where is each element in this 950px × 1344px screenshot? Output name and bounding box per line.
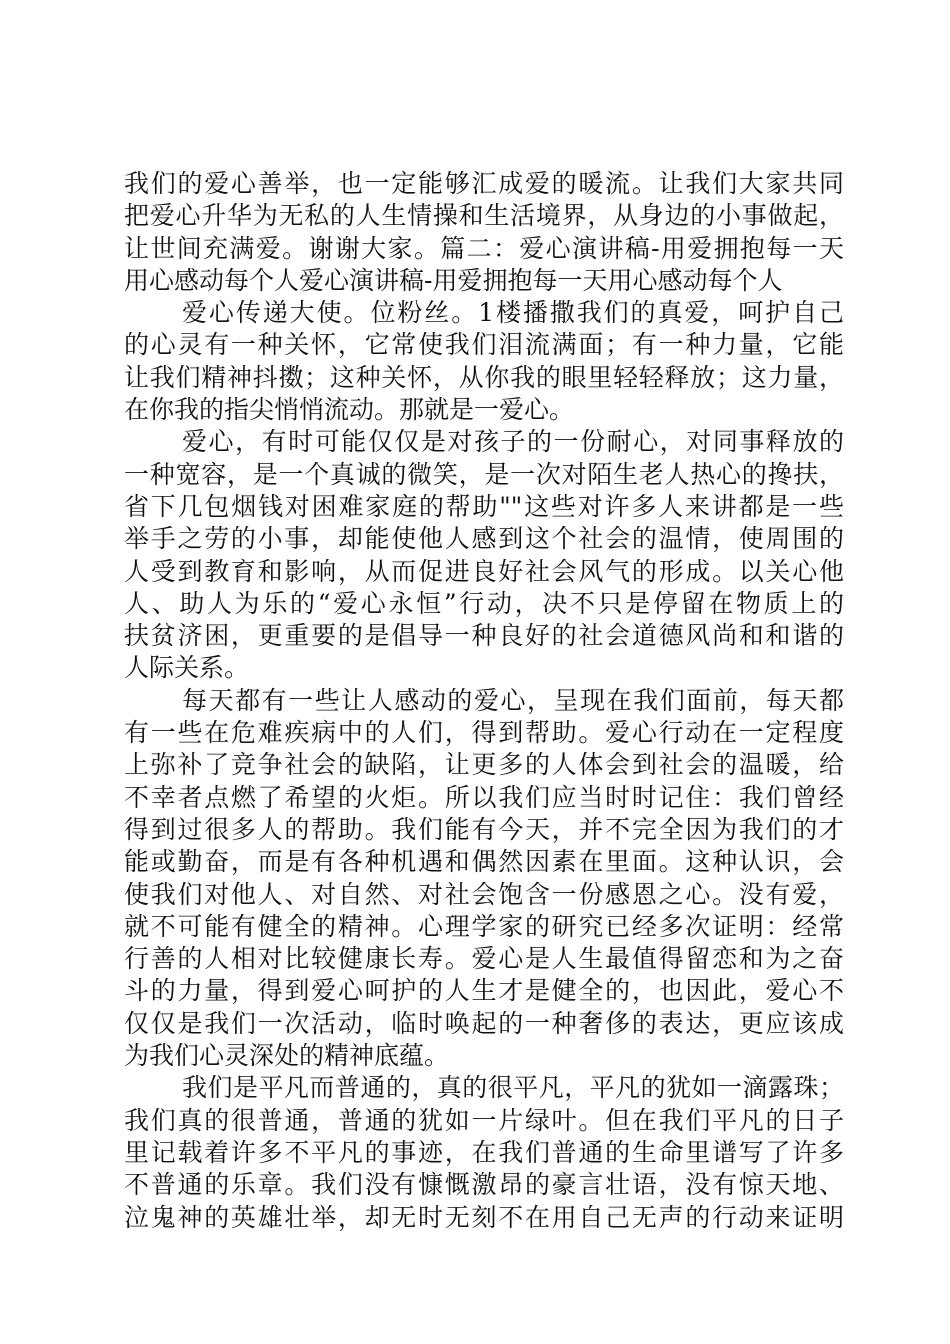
text-line: 让我们精神抖擞；这种关怀，从你我的眼里轻轻释放；这力量， xyxy=(124,362,844,392)
text-line: 在你我的指尖悄悄流动。那就是一爱心。 xyxy=(124,395,575,425)
text-line: 能或勤奋，而是有各种机遇和偶然因素在里面。这种认识，会 xyxy=(124,847,844,877)
text-line: 不幸者点燃了希望的火炬。所以我们应当时时记住：我们曾经 xyxy=(124,782,844,812)
text-line: 上弥补了竞争社会的缺陷，让更多的人体会到社会的温暖，给 xyxy=(124,750,844,780)
text-line: 我们真的很普通，普通的犹如一片绿叶。但在我们平凡的日子 xyxy=(124,1105,844,1135)
text-line: 有一些在危难疾病中的人们，得到帮助。爱心行动在一定程度 xyxy=(124,718,844,748)
text-line: 行善的人相对比较健康长寿。爱心是人生最值得留恋和为之奋 xyxy=(124,944,844,974)
text-line: 我们是平凡而普通的，真的很平凡，平凡的犹如一滴露珠； xyxy=(182,1073,844,1103)
text-line: 我们的爱心善举，也一定能够汇成爱的暖流。让我们大家共同 xyxy=(124,169,844,198)
text-line: 使我们对他人、对自然、对社会饱含一份感恩之心。没有爱， xyxy=(124,879,844,909)
text-line: 得到过很多人的帮助。我们能有今天，并不完全因为我们的才 xyxy=(124,814,844,844)
text-line: 人受到教育和影响，从而促进良好社会风气的形成。以关心他 xyxy=(124,556,844,586)
text-line: 里记载着许多不平凡的事迹，在我们普通的生命里谱写了许多 xyxy=(124,1137,844,1167)
text-line: 人、助人为乐的“爱心永恒”行动，决不只是停留在物质上的 xyxy=(124,588,844,618)
text-line: 不普通的乐章。我们没有慷慨激昂的豪言壮语，没有惊天地、 xyxy=(124,1170,844,1200)
text-line: 一种宽容，是一个真诚的微笑，是一次对陌生老人热心的搀扶， xyxy=(124,459,844,489)
document-body xyxy=(124,168,844,1234)
text-line: 每天都有一些让人感动的爱心，呈现在我们面前，每天都 xyxy=(182,685,844,715)
text-line: 人际关系。 xyxy=(124,653,250,683)
text-line: 把爱心升华为无私的人生情操和生活境界，从身边的小事做起， xyxy=(124,201,844,231)
text-line: 扶贫济困，更重要的是倡导一种良好的社会道德风尚和和谐的 xyxy=(124,621,844,651)
text-line: 爱心，有时可能仅仅是对孩子的一份耐心，对同事释放的 xyxy=(182,427,844,457)
text-line: 的心灵有一种关怀，它常使我们泪流满面；有一种力量，它能 xyxy=(124,330,844,360)
text-line: 泣鬼神的英雄壮举，却无时无刻不在用自己无声的行动来证明 xyxy=(124,1202,844,1232)
text-line: 爱心传递大使。位粉丝。1楼播撒我们的真爱，呵护自己 xyxy=(182,298,844,328)
text-line: 省下几包烟钱对困难家庭的帮助""这些对许多人来讲都是一些 xyxy=(124,491,844,521)
text-line: 斗的力量，得到爱心呵护的人生才是健全的，也因此，爱心不 xyxy=(124,976,844,1006)
text-line: 仅仅是我们一次活动，临时唤起的一种奢侈的表达，更应该成 xyxy=(124,1008,844,1038)
text-line: 就不可能有健全的精神。心理学家的研究已经多次证明：经常 xyxy=(124,911,844,941)
text-line: 为我们心灵深处的精神底蕴。 xyxy=(124,1041,450,1071)
text-line: 举手之劳的小事，却能使他人感到这个社会的温情，使周围的 xyxy=(124,524,844,554)
text-line: 让世间充满爱。谢谢大家。篇二：爱心演讲稿-用爱拥抱每一天 xyxy=(124,233,844,263)
text-line: 用心感动每个人爱心演讲稿-用爱拥抱每一天用心感动每个人 xyxy=(124,265,783,295)
